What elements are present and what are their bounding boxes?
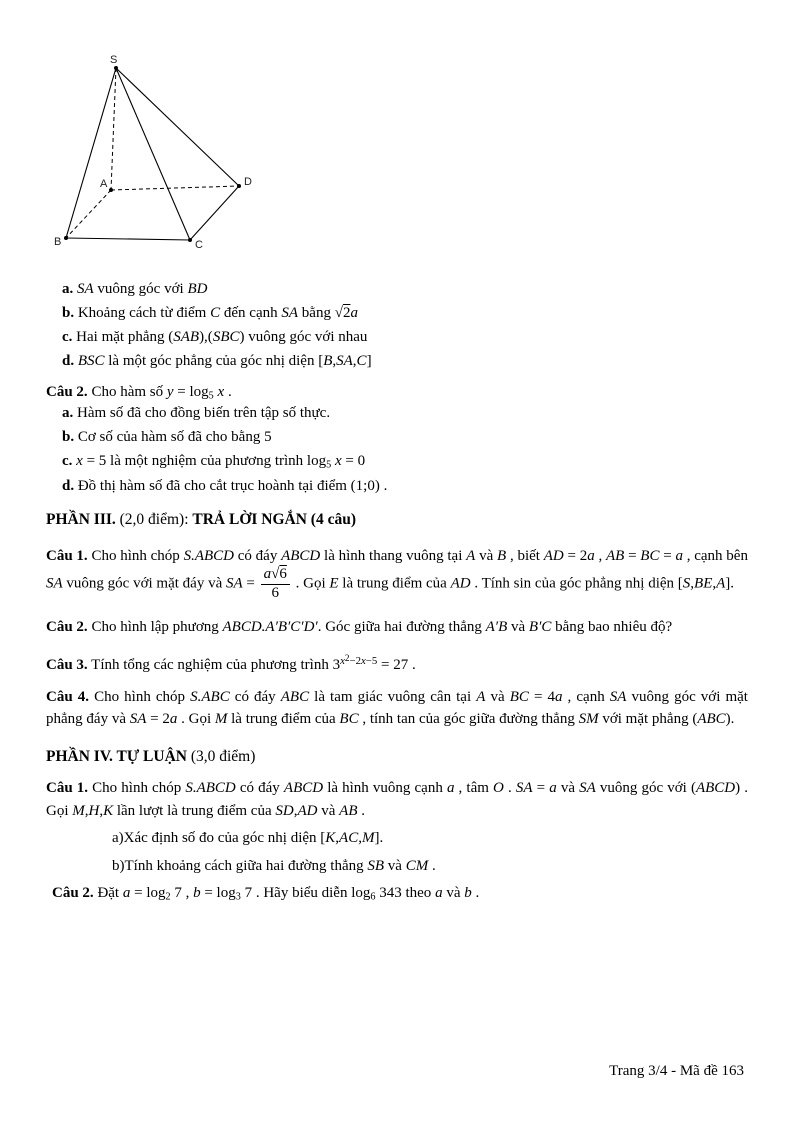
q2-statement-b: b. Cơ số của hàm số đã cho bằng 5	[62, 429, 272, 446]
vertex-label-a: A	[100, 178, 108, 190]
q2-header: Câu 2. Cho hàm số $y = \log_5 x$ .	[46, 383, 232, 402]
vertex-label-d: D	[244, 176, 252, 188]
part4-question-2: Câu 2. Đặt $a = \log_2 7$ , $b = \log_3 7$ . Hãy biểu diễn $\log_6 343$ theo a và b .	[52, 885, 480, 903]
part3-question-2: Câu 2. Cho hình lập phương ABCD.A′B′C′D′. Góc giữa hai đường thẳng A′B và B′C bằng bao nhiêu độ?	[46, 618, 673, 635]
part3-question-4: Câu 4. Cho hình chóp S.ABC có đáy ABC là tam giác vuông cân tại A và BC = 4a , cạnh SA vuông góc với mặt phẳng đáy và SA = 2a . Gọi M là trung điểm của BC , tính tan của góc giữa đường thẳng SM với mặt phẳng (ABC).	[46, 688, 748, 728]
vertex-label-b: B	[54, 236, 62, 248]
vertex-label-s: S	[110, 54, 118, 66]
q2-statement-c: c. x = 5 là một nghiệm của phương trình $\log_5 x = 0$	[62, 453, 366, 471]
q1-statement-b: b. Khoảng cách từ điểm C đến cạnh SA bằng √2a	[62, 304, 358, 321]
part3-question-1: Câu 1. Cho hình chóp S.ABCD có đáy ABCD là hình thang vuông tại A và B , biết AD = 2a , AB = BC = a , cạnh bên SA vuông góc với mặt đáy và SA = $\frac{a√6}{6}$ . Gọi E là trung điểm của AD . Tính sin của góc phẳng nhị diện [S,BE,A].	[46, 547, 748, 602]
page-footer: Trang 3/4 - Mã đề 163	[609, 1063, 744, 1079]
q1-statement-c: c. Hai mặt phẳng (SAB),(SBC) vuông góc với nhau	[62, 328, 368, 345]
q1-statement-a: a. SA vuông góc với BD	[62, 281, 208, 297]
q1-statement-d: d. BSC là một góc phẳng của góc nhị diện [B,SA,C]	[62, 352, 372, 369]
part3-heading: PHẦN III. (2,0 điểm): TRẢ LỜI NGẮN (4 câu)	[46, 510, 357, 528]
part4-question-1: Câu 1. Cho hình chóp S.ABCD có đáy ABCD là hình vuông cạnh a , tâm O . SA = a và SA vuông góc với (ABCD) . Gọi M,H,K lần lượt là trung điểm của SD,AD và AB .	[46, 780, 748, 819]
pyramid-svg	[50, 52, 302, 258]
q2-statement-a: a. Hàm số đã cho đồng biến trên tập số thực.	[62, 405, 331, 422]
part4-q1-sub-b: b)Tính khoảng cách giữa hai đường thẳng SB và CM .	[112, 858, 436, 875]
q2-statement-d: d. Đồ thị hàm số đã cho cắt trục hoành tại điểm (1;0) .	[62, 477, 388, 494]
part4-q1-sub-a: a)Xác định số đo của góc nhị diện [K,AC,M].	[112, 830, 384, 847]
pyramid-figure	[50, 52, 748, 263]
vertex-label-c: C	[195, 239, 203, 251]
part4-heading: PHẦN IV. TỰ LUẬN (3,0 điểm)	[46, 747, 256, 765]
part3-question-3: Câu 3. Tính tổng các nghiệm của phương trình $3^{x^2-2x-5} = 27$ .	[46, 653, 416, 674]
